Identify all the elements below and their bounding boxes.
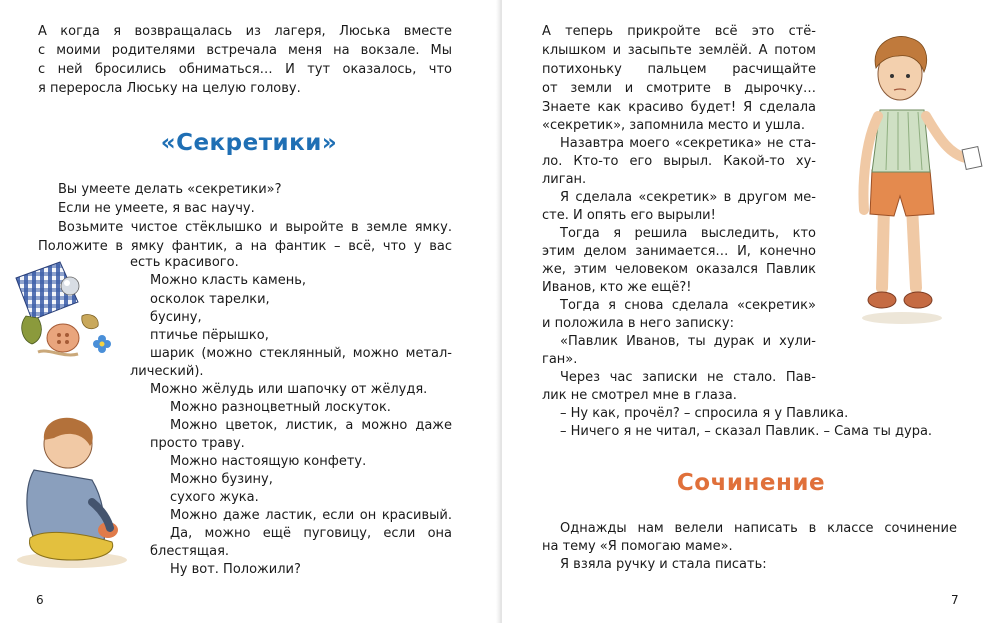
text-line: Возьмите чистое стёклышко и выройте в земле ямку. (58, 220, 452, 235)
text-line: осколок тарелки, (150, 292, 270, 307)
text-line: Иванов, кто же ещё?! (542, 280, 692, 295)
section-heading-secretiki: «Секретики» (160, 130, 338, 156)
text-line: Можно разноцветный лоскуток. (170, 400, 391, 415)
text-line: Если не умеете, я вас научу. (58, 201, 255, 216)
text-line: Можно цветок, листик, а можно даже (170, 418, 452, 433)
left-page (0, 0, 498, 623)
text-line: Положите в ямку фантик, а на фантик – всё, что у вас (38, 239, 452, 254)
text-line: Можно жёлудь или шапочку от жёлудя. (150, 382, 428, 397)
text-line: есть красивого. (130, 255, 239, 270)
text-line: – Ну как, прочёл? – спросила я у Павлика. (560, 406, 849, 421)
text-line: потихоньку пальцем расчищайте (542, 62, 816, 77)
text-line: ган». (542, 352, 578, 367)
text-line: лиган. (542, 172, 587, 187)
text-line: клышком и засыпьте землёй. А потом (542, 43, 816, 58)
page-number: 6 (36, 593, 44, 607)
text-line: сухого жука. (170, 490, 259, 505)
text-line: птичье пёрышко, (150, 328, 269, 343)
text-line: шарик (можно стеклянный, можно метал- (150, 346, 452, 361)
text-line: – Ничего я не читал, – сказал Павлик. – Сама ты дура. (560, 424, 933, 439)
text-line: я переросла Люську на целую голову. (38, 81, 301, 96)
text-line: Ну вот. Положили? (170, 562, 301, 577)
text-line: Можно бузину, (170, 472, 273, 487)
text-line: лический). (130, 364, 204, 379)
text-line: Назавтра моего «секретика» не ста- (560, 136, 816, 151)
text-line: от земли и смотрите в дырочку… (542, 81, 816, 96)
text-line: же, этим человеком оказался Павлик (542, 262, 816, 277)
text-line: Однажды нам велели написать в классе сочинение (560, 521, 957, 536)
page-number: 7 (951, 593, 959, 607)
text-line: просто траву. (150, 436, 245, 451)
text-line: с моими родителями встречала меня на вокзале. Мы (38, 43, 452, 58)
right-page (502, 0, 1000, 623)
text-line: блестящая. (150, 544, 230, 559)
text-line: Тогда я снова сделала «секретик» (560, 298, 816, 313)
treasures-illustration (8, 256, 128, 376)
text-line: с ней бросились обниматься… И тут оказалось, что (38, 62, 452, 77)
text-line: ло. Кто-то его вырыл. Какой-то ху- (542, 154, 816, 169)
text-line: Я сделала «секретик» в другом ме- (560, 190, 816, 205)
text-line: Знаете как красиво будет! Я сделала (542, 100, 816, 115)
text-line: Да, можно ещё пуговицу, если она (170, 526, 452, 541)
sitting-boy-illustration (12, 410, 132, 570)
text-line: этим делом занимается… И, конечно (542, 244, 816, 259)
text-line: Тогда я решила выследить, кто (560, 226, 816, 241)
text-line: Можно даже ластик, если он красивый. (170, 508, 452, 523)
text-line: А когда я возвращалась из лагеря, Люська вместе (38, 24, 452, 39)
text-line: Через час записки не стало. Пав- (560, 370, 816, 385)
text-line: лик не смотрел мне в глаза. (542, 388, 737, 403)
text-line: А теперь прикройте всё это стё- (542, 24, 816, 39)
text-line: и положила в него записку: (542, 316, 734, 331)
text-line: «секретик», запомнила место и ушла. (542, 118, 805, 133)
standing-boy-illustration (840, 30, 980, 330)
text-line: «Павлик Иванов, ты дурак и хули- (560, 334, 816, 349)
text-line: Можно настоящую конфету. (170, 454, 367, 469)
text-line: сте. И опять его вырыли! (542, 208, 716, 223)
text-line: Можно класть камень, (150, 273, 307, 288)
text-line: Я взяла ручку и стала писать: (560, 557, 767, 572)
text-line: Вы умеете делать «секретики»? (58, 182, 282, 197)
section-heading-sochinenie: Сочинение (676, 470, 826, 496)
text-line: на тему «Я помогаю маме». (542, 539, 733, 554)
text-line: бусину, (150, 310, 202, 325)
